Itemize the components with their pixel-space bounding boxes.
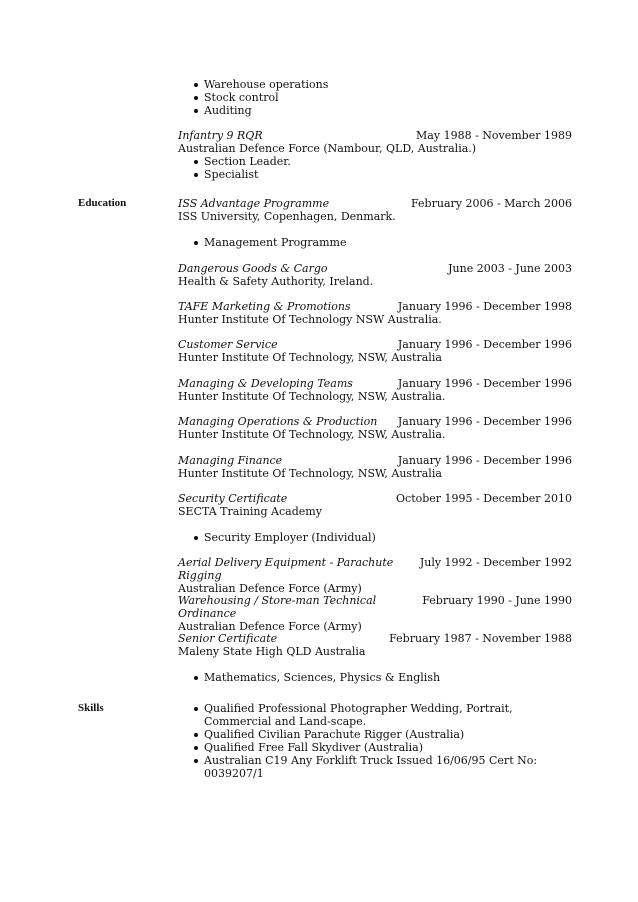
- entry-organization: Hunter Institute Of Technology NSW Australia.: [178, 313, 442, 326]
- entry-organization: Australian Defence Force (Army): [178, 620, 362, 633]
- entry-organization: Hunter Institute Of Technology, NSW, Australia.: [178, 428, 446, 441]
- entry-title: Aerial Delivery Equipment - Parachute Rigging: [178, 556, 394, 582]
- entry-title: Customer Service: [178, 338, 278, 351]
- entry-title: Warehousing / Store-man Technical Ordinance: [178, 594, 377, 620]
- entry-organization: SECTA Training Academy: [178, 505, 322, 518]
- experience-entry: [178, 129, 572, 181]
- list-item: Qualified Professional Photographer Wedding, Portrait, Commercial and Land-scape.: [178, 702, 572, 728]
- entry-bullets: [178, 531, 572, 544]
- entry-date: January 1996 - December 1996: [397, 338, 572, 351]
- education-entry: [178, 338, 572, 364]
- entry-title: Managing Operations & Production: [178, 415, 378, 428]
- entry-date: January 1996 - December 1996: [397, 377, 572, 390]
- entry-date: July 1992 - December 1992: [419, 556, 572, 569]
- list-item: Stock control: [178, 91, 572, 104]
- list-item: Management Programme: [178, 236, 572, 249]
- education-entry: [178, 556, 572, 595]
- list-item: Qualified Civilian Parachute Rigger (Australia): [178, 728, 572, 741]
- entry-organization: Maleny State High QLD Australia: [178, 645, 366, 658]
- entry-title: ISS Advantage Programme: [178, 197, 330, 210]
- section-heading-education: Education: [78, 197, 127, 209]
- entry-organization: Hunter Institute Of Technology, NSW, Australia: [178, 351, 442, 364]
- entry-organization: Australian Defence Force (Army): [178, 582, 362, 595]
- entry-date: January 1996 - December 1996: [397, 454, 572, 467]
- entry-title: Security Certificate: [178, 492, 288, 505]
- education-entry: [178, 632, 572, 684]
- entry-bullets: [178, 155, 572, 181]
- entry-date: October 1995 - December 2010: [396, 492, 572, 505]
- list-item: Qualified Free Fall Skydiver (Australia): [178, 741, 572, 754]
- list-item: Mathematics, Sciences, Physics & English: [178, 671, 572, 684]
- skills-list: [178, 702, 572, 780]
- education-entry: [178, 594, 572, 633]
- entry-bullets: [178, 236, 572, 249]
- entry-date: May 1988 - November 1989: [416, 129, 572, 142]
- list-item: Warehouse operations: [178, 78, 572, 91]
- education-entry: [178, 262, 572, 288]
- entry-date: February 2006 - March 2006: [411, 197, 572, 210]
- education-entry: [178, 454, 572, 480]
- entry-date: January 1996 - December 1996: [397, 415, 572, 428]
- list-item: Auditing: [178, 104, 572, 117]
- entry-date: February 1990 - June 1990: [422, 594, 572, 607]
- entry-organization: Australian Defence Force (Nambour, QLD, Australia.): [178, 142, 477, 155]
- section-heading-skills: Skills: [78, 702, 104, 714]
- list-item: Security Employer (Individual): [178, 531, 572, 544]
- entry-date: June 2003 - June 2003: [448, 262, 572, 275]
- entry-title: TAFE Marketing & Promotions: [178, 300, 351, 313]
- entry-organization: Hunter Institute Of Technology, NSW, Australia.: [178, 390, 446, 403]
- entry-title: Managing & Developing Teams: [178, 377, 353, 390]
- education-entry: [178, 415, 572, 441]
- entry-organization: Hunter Institute Of Technology, NSW, Australia: [178, 467, 442, 480]
- entry-title: Infantry 9 RQR: [178, 129, 263, 142]
- entry-bullets: [178, 671, 572, 684]
- entry-date: January 1996 - December 1998: [397, 300, 572, 313]
- list-item: Australian C19 Any Forklift Truck Issued 16/06/95 Cert No: 0039207/1: [178, 754, 572, 780]
- entry-title: Senior Certificate: [178, 632, 278, 645]
- list-item: Section Leader.: [178, 155, 572, 168]
- previous-section-bullets: [178, 78, 572, 117]
- entry-title: Managing Finance: [178, 454, 283, 467]
- education-entry: [178, 377, 572, 403]
- education-entry: [178, 300, 572, 326]
- entry-title: Dangerous Goods & Cargo: [178, 262, 328, 275]
- entry-date: February 1987 - November 1988: [389, 632, 572, 645]
- entry-organization: ISS University, Copenhagen, Denmark.: [178, 210, 396, 223]
- education-entry: [178, 492, 572, 544]
- entry-organization: Health & Safety Authority, Ireland.: [178, 275, 374, 288]
- list-item: Specialist: [178, 168, 572, 181]
- education-entry: [178, 197, 572, 249]
